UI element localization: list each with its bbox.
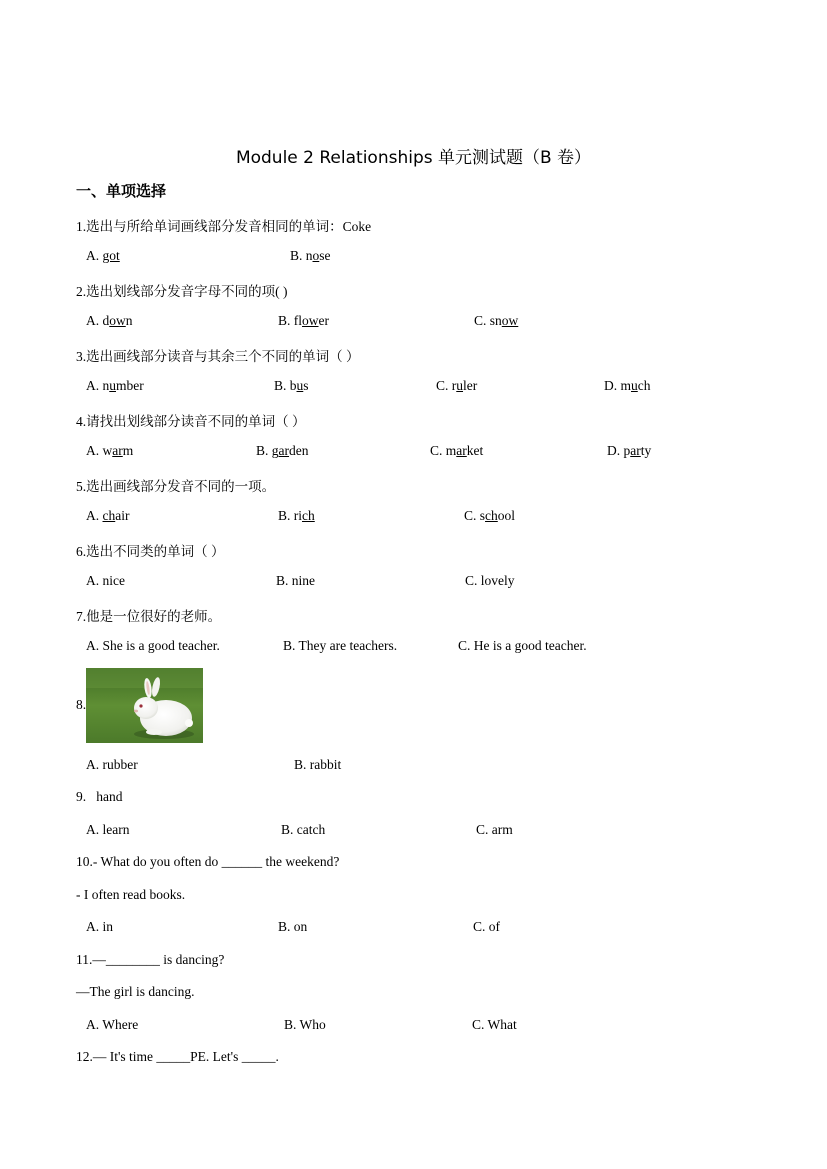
option-text: g — [271, 443, 279, 458]
option-letter: C. — [436, 378, 452, 393]
question-10-line2: - I often read books. — [76, 887, 186, 902]
q2-option-a — [86, 313, 133, 329]
underlined-letters: ow — [501, 313, 519, 328]
option-text: se — [319, 248, 331, 263]
q2-option-c — [474, 313, 518, 329]
question-11-stem: 11.—________ is dancing? — [76, 952, 225, 967]
option-letter: B. — [278, 508, 294, 523]
q3-option-b — [274, 378, 309, 394]
option-letter: B. — [274, 378, 290, 393]
underlined-letters: u — [109, 378, 116, 393]
option-text: s — [303, 378, 309, 393]
option-text: r — [451, 378, 457, 393]
option-text: ool — [497, 508, 516, 523]
q4-option-d — [607, 443, 651, 459]
option-text: ket — [466, 443, 484, 458]
option-letter: A. — [86, 443, 103, 458]
q6-option-b: B. nine — [276, 573, 315, 588]
option-text: mber — [116, 378, 144, 393]
option-letter: C. — [430, 443, 446, 458]
option-letter: C. — [474, 313, 490, 328]
q1-option-b — [290, 248, 331, 264]
option-text: m — [122, 443, 134, 458]
underlined-letters: u — [456, 378, 464, 393]
q11-option-b: B. Who — [284, 1017, 326, 1032]
section-heading: 一、单项选择 — [76, 182, 167, 200]
option-letter: D. — [607, 443, 624, 458]
option-text: ler — [463, 378, 478, 393]
underlined-letters: ch — [485, 508, 498, 523]
option-letter: A. — [86, 313, 103, 328]
q4-option-c — [430, 443, 483, 459]
q8-option-b: B. rabbit — [294, 757, 342, 772]
option-letter: A. — [86, 378, 103, 393]
q10-option-c: C. of — [473, 919, 500, 934]
option-letter: B. — [256, 443, 272, 458]
q11-option-c: C. What — [472, 1017, 517, 1032]
option-letter: A. — [86, 248, 103, 263]
option-letter: D. — [604, 378, 621, 393]
question-12-stem: 12.— It's time _____PE. Let's _____. — [76, 1049, 279, 1064]
underlined-letters: ar — [630, 443, 641, 458]
question-9-stem: 9. hand — [76, 789, 123, 804]
underlined-letters: ar — [456, 443, 467, 458]
option-letter: B. — [278, 313, 294, 328]
q6-option-a: A. nice — [86, 573, 125, 588]
option-text: s — [479, 508, 486, 523]
option-text: m — [620, 378, 632, 393]
q4-option-b — [256, 443, 309, 459]
option-text: n — [102, 378, 110, 393]
option-text: air — [115, 508, 130, 523]
underlined-letters: ch — [102, 508, 116, 523]
q4-option-a — [86, 443, 133, 459]
option-text: p — [623, 443, 631, 458]
option-text: er — [318, 313, 330, 328]
q7-option-c: C. He is a good teacher. — [458, 638, 587, 653]
page-title: Module 2 Relationships 单元测试题（B 卷） — [235, 148, 592, 168]
question-3-stem: 3.选出画线部分读音与其余三个不同的单词（ ） — [76, 349, 360, 364]
underlined-letters: ar — [278, 443, 290, 458]
q11-option-a: A. Where — [86, 1017, 139, 1032]
underlined-letters: ar — [112, 443, 123, 458]
option-text: m — [445, 443, 457, 458]
option-text: w — [102, 443, 113, 458]
q7-option-b: B. They are teachers. — [283, 638, 398, 653]
underlined-letters: ow — [109, 313, 126, 328]
q3-option-a — [86, 378, 144, 394]
q1-option-a — [86, 248, 120, 264]
underlined-letters: u — [296, 378, 304, 393]
option-text: ch — [637, 378, 651, 393]
underlined-letters: o — [312, 248, 320, 263]
question-4-stem: 4.请找出划线部分读音不同的单词（ ） — [76, 414, 306, 429]
q5-option-b — [278, 508, 315, 524]
q5-option-c — [464, 508, 515, 524]
q9-option-a: A. learn — [86, 822, 130, 837]
option-text: sn — [489, 313, 502, 328]
underlined-letters: u — [631, 378, 638, 393]
underlined-letters: ch — [302, 508, 315, 523]
question-2-stem: 2.选出划线部分发音字母不同的项( ) — [76, 284, 288, 299]
option-text: n — [305, 248, 313, 263]
question-10-stem: 10.- What do you often do ______ the weekend? — [76, 854, 340, 869]
q3-option-c — [436, 378, 477, 394]
question-6-stem: 6.选出不同类的单词（ ） — [76, 544, 225, 559]
q10-option-a: A. in — [86, 919, 113, 934]
option-text: ty — [640, 443, 652, 458]
q6-option-c: C. lovely — [465, 573, 515, 588]
option-text: den — [289, 443, 309, 458]
question-7-stem: 7.他是一位很好的老师。 — [76, 609, 222, 624]
question-8-stem: 8. — [76, 697, 87, 712]
option-text: d — [102, 313, 110, 328]
option-text: fl — [293, 313, 303, 328]
question-5-stem: 5.选出画线部分发音不同的一项。 — [76, 479, 276, 494]
underlined-letters: got — [102, 248, 120, 263]
q5-option-a — [86, 508, 130, 524]
question-11-line2: —The girl is dancing. — [76, 984, 195, 999]
q3-option-d — [604, 378, 651, 394]
q2-option-b — [278, 313, 329, 329]
option-letter: B. — [290, 248, 306, 263]
option-text: ri — [293, 508, 303, 523]
option-letter: A. — [86, 508, 103, 523]
question-1-stem: 1.选出与所给单词画线部分发音相同的单词：Coke — [76, 219, 372, 234]
rabbit-photo — [86, 668, 203, 743]
option-text: b — [289, 378, 297, 393]
q9-option-b: B. catch — [281, 822, 326, 837]
q9-option-c: C. arm — [476, 822, 513, 837]
option-text: n — [125, 313, 133, 328]
underlined-letters: ow — [302, 313, 319, 328]
q7-option-a: A. She is a good teacher. — [86, 638, 220, 653]
q10-option-b: B. on — [278, 919, 308, 934]
q8-option-a: A. rubber — [86, 757, 138, 772]
option-letter: C. — [464, 508, 480, 523]
